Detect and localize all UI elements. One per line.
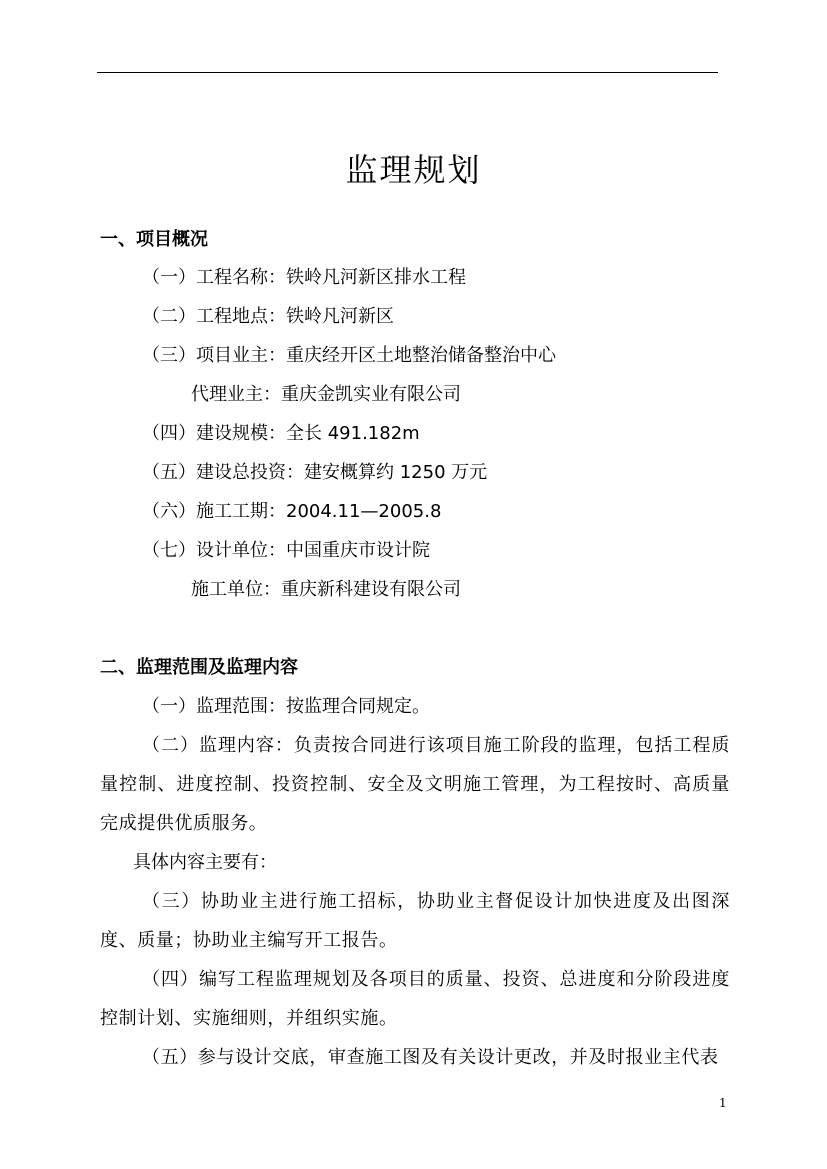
header-rule	[97, 72, 718, 73]
para-content: （二）监理内容：负责按合同进行该项目施工阶段的监理，包括工程质量控制、进度控制、投资控制、安全及文明施工管理，为工程按时、高质量完成提供优质服务。	[100, 735, 730, 834]
item-investment: （五）建设总投资：建安概算约 1250 万元	[142, 462, 488, 483]
page-number: 1	[719, 1096, 727, 1110]
document-title: 监理规划	[345, 151, 482, 189]
para-scope: （一）监理范围：按监理合同规定。	[142, 696, 430, 717]
item-project-name: （一）工程名称：铁岭凡河新区排水工程	[142, 267, 466, 288]
item-scale: （四）建设规模：全长 491.182m	[142, 423, 420, 444]
para-specific-intro: 具体内容主要有：	[133, 852, 277, 873]
item-construction-unit: 施工单位：重庆新科建设有限公司	[191, 579, 461, 600]
section-heading-scope: 二、监理范围及监理内容	[100, 657, 298, 678]
para-item-3: （三）协助业主进行施工招标，协助业主督促设计加快进度及出图深度、质量；协助业主编写开工报告。	[100, 891, 730, 951]
para-item-4: （四）编写工程监理规划及各项目的质量、投资、总进度和分阶段进度控制计划、实施细则，并组织实施。	[100, 969, 730, 1029]
section-heading-overview: 一、项目概况	[100, 229, 208, 250]
item-project-owner: （三）项目业主：重庆经开区土地整治储备整治中心	[142, 345, 556, 366]
item-project-location: （二）工程地点：铁岭凡河新区	[142, 306, 394, 327]
item-design-unit: （七）设计单位：中国重庆市设计院	[142, 540, 430, 561]
item-period: （六）施工工期：2004.11—2005.8	[142, 501, 442, 522]
item-agent-owner: 代理业主：重庆金凯实业有限公司	[191, 384, 461, 405]
para-item-5: （五）参与设计交底，审查施工图及有关设计更改，并及时报业主代表	[142, 1047, 719, 1068]
